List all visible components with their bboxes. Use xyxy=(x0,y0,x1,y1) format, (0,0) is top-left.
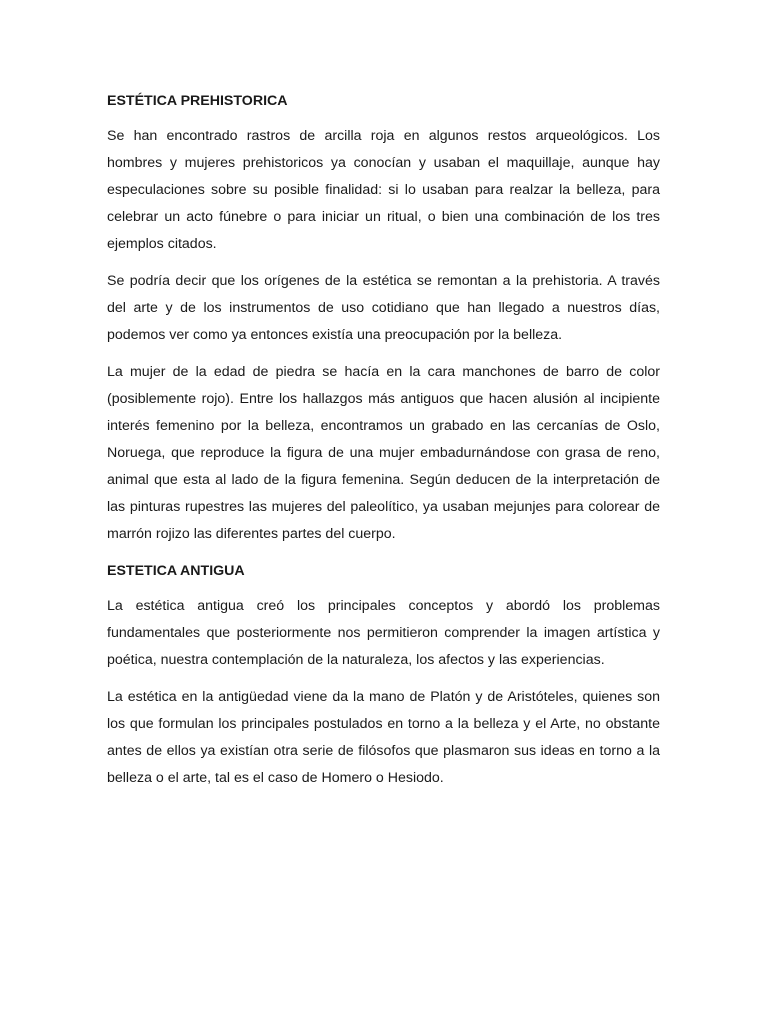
section-ancient xyxy=(107,558,660,792)
section-heading: ESTETICA ANTIGUA xyxy=(107,563,245,579)
paragraph: Se podría decir que los orígenes de la estética se remontan a la prehistoria. A través del arte y de los instrumentos de uso cotidiano que han llegado a nuestros días, podemos ver como ya entonces existía una preocupación por la belleza. xyxy=(107,273,660,343)
paragraph: La estética antigua creó los principales conceptos y abordó los problemas fundamentales que posteriormente nos permitieron comprender la imagen artística y poética, nuestra contemplación de la naturaleza, los afectos y las experiencias. xyxy=(107,598,660,668)
paragraph: La estética en la antigüedad viene da la mano de Platón y de Aristóteles, quienes son los que formulan los principales postulados en torno a la belleza y el Arte, no obstante antes de ellos ya existían otra serie de filósofos que plasmaron sus ideas en torno a la belleza o el arte, tal es el caso de Homero o Hesiodo. xyxy=(107,689,660,786)
paragraph: Se han encontrado rastros de arcilla roja en algunos restos arqueológicos. Los hombres y mujeres prehistoricos ya conocían y usaban el maquillaje, aunque hay especulaciones sobre su posible finalidad: si lo usaban para realzar la belleza, para celebrar un acto fúnebre o para iniciar un ritual, o bien una combinación de los tres ejemplos citados. xyxy=(107,128,660,252)
section-prehistoric xyxy=(107,88,660,548)
section-heading: ESTÉTICA PREHISTORICA xyxy=(107,93,288,109)
paragraph: La mujer de la edad de piedra se hacía en la cara manchones de barro de color (posiblemente rojo). Entre los hallazgos más antiguos que hacen alusión al incipiente interés femenino por la belleza, encontramos un grabado en las cercanías de Oslo, Noruega, que reproduce la figura de una mujer embadurnándose con grasa de reno, animal que esta al lado de la figura femenina. Según deducen de la interpretación de las pinturas rupestres las mujeres del paleolítico, ya usaban mejunjes para colorear de marrón rojizo las diferentes partes del cuerpo. xyxy=(107,364,660,542)
document-page xyxy=(107,88,660,802)
